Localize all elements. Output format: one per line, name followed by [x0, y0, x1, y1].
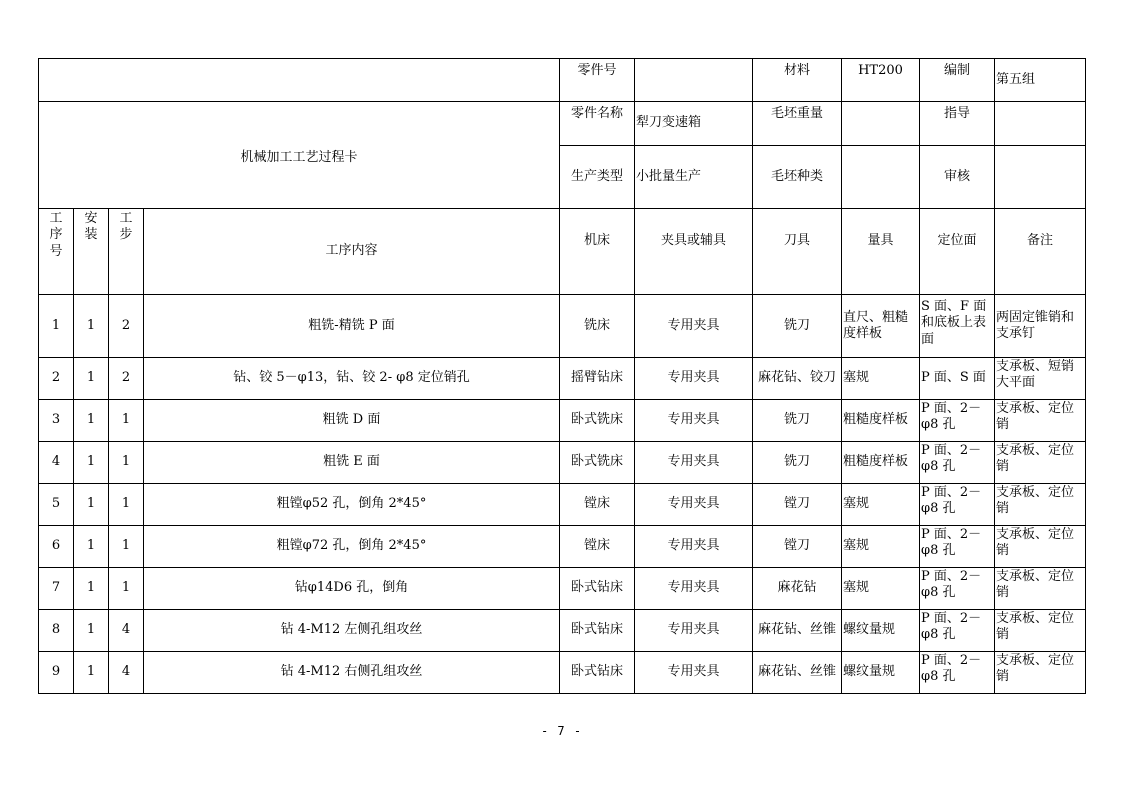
machine-cell: 卧式钻床: [560, 568, 635, 610]
install-count-cell: 1: [74, 568, 109, 610]
fixture-cell: 专用夹具: [635, 484, 753, 526]
op-content-cell: 粗镗φ72 孔，倒角 2*45°: [144, 526, 560, 568]
locating-surface-cell: P 面、2－φ8 孔: [920, 610, 995, 652]
locating-surface-cell: P 面、2－φ8 孔: [920, 442, 995, 484]
op-content-cell: 钻、铰 5－φ13，钻、铰 2- φ8 定位销孔: [144, 358, 560, 400]
install-count-cell: 1: [74, 400, 109, 442]
step-count-cell: 1: [109, 526, 144, 568]
tool-cell: 麻花钻、丝锥: [753, 610, 842, 652]
gauge-cell: 塞规: [842, 484, 920, 526]
install-count-cell: 1: [74, 526, 109, 568]
step-count-cell: 4: [109, 610, 144, 652]
machine-cell: 卧式钻床: [560, 610, 635, 652]
production-type-value: 小批量生产: [635, 146, 753, 209]
step-count-cell: 4: [109, 652, 144, 694]
op-number-cell: 2: [39, 358, 74, 400]
part-name-value: 犁刀变速箱: [635, 102, 753, 146]
tool-cell: 铣刀: [753, 442, 842, 484]
gauge-cell: 螺纹量规: [842, 652, 920, 694]
op-content-cell: 钻φ14D6 孔，倒角: [144, 568, 560, 610]
fixture-cell: 专用夹具: [635, 568, 753, 610]
fixture-cell: 专用夹具: [635, 442, 753, 484]
page-number: - 7 -: [540, 724, 583, 738]
locating-surface-cell: P 面、2－φ8 孔: [920, 652, 995, 694]
column-header-row: [39, 209, 1086, 295]
table-row: [39, 484, 1086, 526]
table-row: [39, 442, 1086, 484]
locating-surface-cell: P 面、2－φ8 孔: [920, 568, 995, 610]
col-gauge: 量具: [842, 209, 920, 295]
gauge-cell: 粗糙度样板: [842, 442, 920, 484]
step-count-cell: 1: [109, 400, 144, 442]
table-row: [39, 568, 1086, 610]
table-row: [39, 610, 1086, 652]
fixture-cell: 专用夹具: [635, 295, 753, 358]
op-content-cell: 钻 4-M12 右侧孔组攻丝: [144, 652, 560, 694]
op-content-cell: 粗铣-精铣 P 面: [144, 295, 560, 358]
step-count-cell: 2: [109, 358, 144, 400]
gauge-cell: 塞规: [842, 358, 920, 400]
tool-cell: 铣刀: [753, 295, 842, 358]
op-number-cell: 7: [39, 568, 74, 610]
review-label: 审核: [920, 146, 995, 209]
tool-cell: 麻花钻: [753, 568, 842, 610]
table-row: [39, 526, 1086, 568]
review-value: [995, 146, 1086, 209]
blank-weight-label: 毛坯重量: [753, 102, 842, 146]
machine-cell: 镗床: [560, 484, 635, 526]
install-count-cell: 1: [74, 652, 109, 694]
op-number-cell: 3: [39, 400, 74, 442]
part-no-label: 零件号: [560, 59, 635, 102]
install-count-cell: 1: [74, 442, 109, 484]
part-no-value: [635, 59, 753, 102]
remarks-cell: 支承板、定位销: [995, 400, 1086, 442]
table-row: [39, 400, 1086, 442]
machine-cell: 卧式钻床: [560, 652, 635, 694]
gauge-cell: 塞规: [842, 526, 920, 568]
step-count-cell: 1: [109, 568, 144, 610]
tool-cell: 镗刀: [753, 484, 842, 526]
editor-value: 第五组: [995, 59, 1086, 102]
card-title: 机械加工工艺过程卡: [39, 102, 560, 209]
op-content-cell: 钻 4-M12 左侧孔组攻丝: [144, 610, 560, 652]
process-card-table: [38, 58, 1086, 694]
op-number-cell: 6: [39, 526, 74, 568]
col-install: [74, 209, 109, 295]
col-op-no-label: 工序号: [49, 211, 63, 259]
step-count-cell: 1: [109, 484, 144, 526]
op-number-cell: 8: [39, 610, 74, 652]
fixture-cell: 专用夹具: [635, 652, 753, 694]
header-blank-cell: [39, 59, 560, 102]
fixture-cell: 专用夹具: [635, 610, 753, 652]
blank-type-label: 毛坯种类: [753, 146, 842, 209]
op-content-cell: 粗铣 D 面: [144, 400, 560, 442]
header-row-1: [39, 59, 1086, 102]
production-type-label: 生产类型: [560, 146, 635, 209]
remarks-cell: 支承板、短销大平面: [995, 358, 1086, 400]
blank-weight-value: [842, 102, 920, 146]
locating-surface-cell: P 面、2－φ8 孔: [920, 526, 995, 568]
remarks-cell: 支承板、定位销: [995, 610, 1086, 652]
install-count-cell: 1: [74, 484, 109, 526]
locating-surface-cell: P 面、S 面: [920, 358, 995, 400]
op-content-cell: 粗铣 E 面: [144, 442, 560, 484]
gauge-cell: 螺纹量规: [842, 610, 920, 652]
guide-label: 指导: [920, 102, 995, 146]
tool-cell: 铣刀: [753, 400, 842, 442]
install-count-cell: 1: [74, 358, 109, 400]
remarks-cell: 支承板、定位销: [995, 652, 1086, 694]
material-label: 材料: [753, 59, 842, 102]
step-count-cell: 2: [109, 295, 144, 358]
tool-cell: 麻花钻、丝锥: [753, 652, 842, 694]
locating-surface-cell: P 面、2－φ8 孔: [920, 484, 995, 526]
install-count-cell: 1: [74, 610, 109, 652]
op-number-cell: 9: [39, 652, 74, 694]
col-step: [109, 209, 144, 295]
machine-cell: 摇臂钻床: [560, 358, 635, 400]
gauge-cell: 直尺、粗糙度样板: [842, 295, 920, 358]
remarks-cell: 两固定锥销和支承钉: [995, 295, 1086, 358]
col-tool: 刀具: [753, 209, 842, 295]
gauge-cell: 粗糙度样板: [842, 400, 920, 442]
col-op-no: [39, 209, 74, 295]
blank-type-value: [842, 146, 920, 209]
col-install-label: 安装: [84, 211, 98, 243]
col-machine: 机床: [560, 209, 635, 295]
step-count-cell: 1: [109, 442, 144, 484]
machine-cell: 卧式铣床: [560, 442, 635, 484]
fixture-cell: 专用夹具: [635, 526, 753, 568]
col-content: 工序内容: [144, 209, 560, 295]
header-row-2: [39, 102, 1086, 146]
op-number-cell: 4: [39, 442, 74, 484]
machine-cell: 镗床: [560, 526, 635, 568]
table-row: [39, 358, 1086, 400]
remarks-cell: 支承板、定位销: [995, 442, 1086, 484]
guide-value: [995, 102, 1086, 146]
col-locating: 定位面: [920, 209, 995, 295]
op-content-cell: 粗镗φ52 孔，倒角 2*45°: [144, 484, 560, 526]
install-count-cell: 1: [74, 295, 109, 358]
gauge-cell: 塞规: [842, 568, 920, 610]
tool-cell: 麻花钻、铰刀: [753, 358, 842, 400]
locating-surface-cell: P 面、2－φ8 孔: [920, 400, 995, 442]
remarks-cell: 支承板、定位销: [995, 568, 1086, 610]
part-name-label: 零件名称: [560, 102, 635, 146]
machine-cell: 铣床: [560, 295, 635, 358]
op-number-cell: 1: [39, 295, 74, 358]
fixture-cell: 专用夹具: [635, 358, 753, 400]
table-row: [39, 652, 1086, 694]
machine-cell: 卧式铣床: [560, 400, 635, 442]
locating-surface-cell: S 面、F 面和底板上表面: [920, 295, 995, 358]
op-number-cell: 5: [39, 484, 74, 526]
material-value: HT200: [842, 59, 920, 102]
col-remarks: 备注: [995, 209, 1086, 295]
remarks-cell: 支承板、定位销: [995, 526, 1086, 568]
editor-label: 编制: [920, 59, 995, 102]
col-step-label: 工步: [119, 211, 133, 243]
remarks-cell: 支承板、定位销: [995, 484, 1086, 526]
fixture-cell: 专用夹具: [635, 400, 753, 442]
table-row: [39, 295, 1086, 358]
tool-cell: 镗刀: [753, 526, 842, 568]
col-fixture: 夹具或辅具: [635, 209, 753, 295]
